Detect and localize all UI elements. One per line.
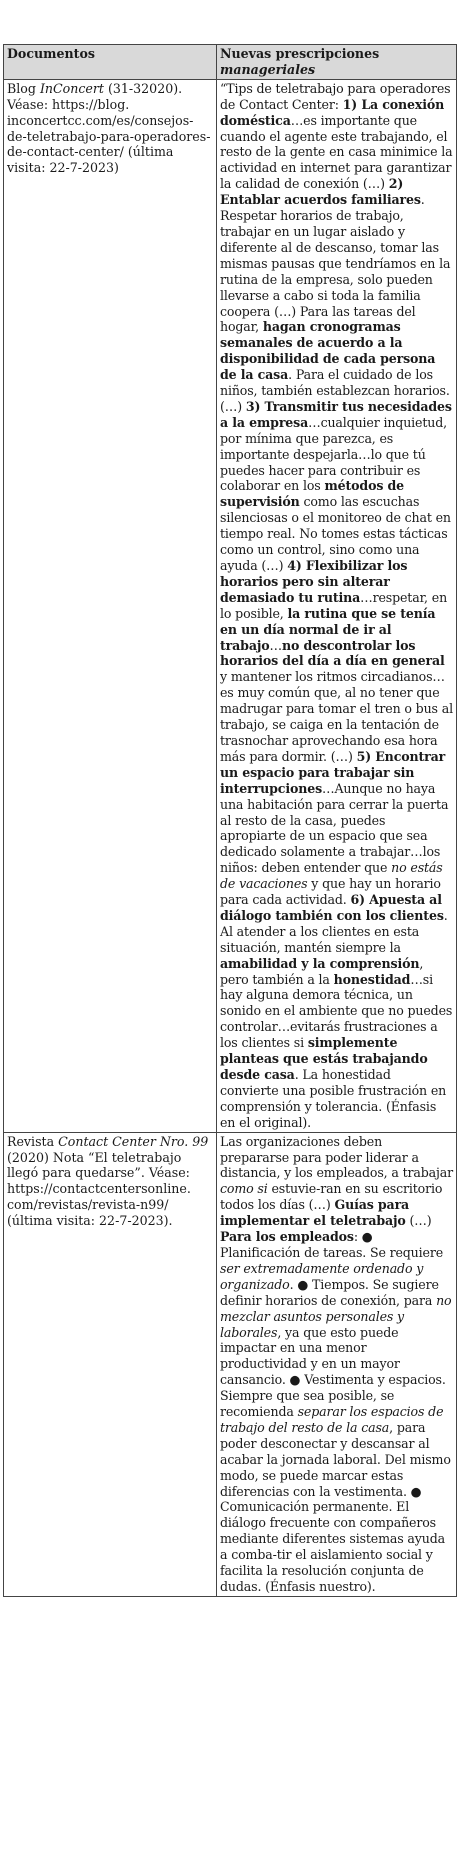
text-segment: como las escuchas silenciosas o el monitoreo de chat en tiempo real. No tomes estas tácticas como un control, sino como una ayuda (…): [220, 494, 451, 573]
emphasis-bold: métodos de supervisión: [220, 478, 405, 510]
text-segment: , ya que esto puede impactar en una menor productividad y en un mayor cansancio. ● Vestimenta y espacios. Siempre que sea posible, se recomienda: [220, 1324, 446, 1420]
emphasis-bold: 5) Encontrar un espacio para trabajar sin interrupciones: [220, 748, 446, 796]
emphasis-italic: separar los espacios de trabajo del resto de la casa: [220, 1404, 444, 1435]
source-text: Blog: [7, 80, 40, 96]
document-source-cell: [4, 1132, 217, 1596]
emphasis-bold: no descontrolar los horarios del día a día en general: [220, 637, 445, 669]
emphasis-bold: amabilidad y la comprensión: [220, 955, 420, 971]
text-segment: . Respetar horarios de trabajo, trabajar en un lugar aislado y diferente al de descanso, tomar las mismas pausas que tendríamos en la rutina de la empresa, solo pueden llevarse a cabo si toda la familia coopera (…) Para las tareas del hogar,: [220, 192, 451, 335]
emphasis-bold: 3) Transmitir tus necesidades a la empresa: [220, 398, 452, 430]
text-segment: …si hay alguna demora técnica, un sonido en el ambiente que no puedes controlar…evitarás frustraciones a los clientes si: [220, 971, 453, 1051]
text-segment: (…): [405, 1213, 432, 1229]
text-segment: “Tips de teletrabajo para operadores de Contact Center:: [220, 80, 451, 112]
text-segment: . ● Tiempos. Se sugiere definir horarios de conexión, para: [220, 1276, 439, 1308]
emphasis-bold: la rutina que se tenía en un día normal de ir al trabajo: [220, 605, 436, 653]
source-reference: (31-32020). Véase: https://blog. inconcertcc.com/es/consejos-de-teletrabajo-para-operadores-de-contact-center/ (última visita: 22-7-2023): [7, 80, 211, 176]
table-row: [4, 79, 457, 1132]
emphasis-italic: como si: [220, 1181, 268, 1197]
header-row: [4, 45, 457, 80]
text-segment: . Para el cuidado de los niños, también establezcan horarios. (…): [220, 367, 450, 414]
emphasis-bold: simplemente planteas que estás trabajando desde casa: [220, 1035, 428, 1082]
text-segment: , para poder desconectar y descansar al acabar la jornada laboral. Del mismo modo, se puede marcar estas diferencias con la vestimenta. ● Comunicación permanente. El diálogo frecuente con compañeros mediante diferentes sistemas ayuda a comba-tir el aislamiento social y facilita la resolución conjunta de dudas. (Énfasis nuestro).: [220, 1419, 451, 1594]
text-segment: …cualquier inquietud, por mínima que parezca, es importante despejarla…lo que tú puedes hacer para contribuir es colaborar en los: [220, 414, 447, 494]
header-documentos: Documentos: [4, 45, 217, 80]
document-source-cell: [4, 79, 217, 1132]
text-segment: …: [269, 637, 282, 653]
emphasis-bold: 2) Entablar acuerdos familiares: [220, 176, 421, 208]
source-title: Contact Center Nro. 99: [58, 1133, 209, 1149]
text-segment: . Al atender a los clientes en esta situación, mantén siempre la: [220, 907, 448, 955]
header-col2-line1: Nuevas prescripciones: [220, 46, 380, 61]
emphasis-italic: no mezclar asuntos personales y laborales: [220, 1292, 452, 1340]
text-segment: , pero también a la: [220, 955, 424, 987]
text-segment: . La honestidad convierte una posible frustración en comprensión y tolerancia. (Énfasis en el original).: [220, 1067, 447, 1130]
emphasis-italic: no estás de vacaciones: [220, 860, 443, 892]
source-reference: (2020) Nota “El teletrabajo llegó para quedarse”. Véase: https://contactcentersonline. com/revistas/revista-n99/ (última visita: 22-7-2023).: [7, 1149, 191, 1229]
text-segment: …es importante que cuando el agente este trabajando, el resto de la gente en casa minimice la actividad en internet para garantizar la calidad de conexión (…): [220, 112, 453, 192]
emphasis-bold: Para los empleados: [220, 1229, 354, 1245]
text-segment: Las organizaciones deben prepararse para poder liderar a distancia, y los empleados, a trabajar: [220, 1133, 453, 1181]
emphasis-bold: 6) Apuesta al diálogo también con los clientes: [220, 892, 444, 923]
emphasis-bold: 4) Flexibilizar los horarios pero sin alterar demasiado tu rutina: [220, 558, 408, 605]
emphasis-bold: hagan cronogramas semanales de acuerdo a la disponibilidad de cada persona de la casa: [220, 319, 436, 383]
prescription-text-cell: [217, 79, 457, 1132]
documents-table: [3, 44, 457, 1597]
table-row: [4, 1132, 457, 1596]
emphasis-bold: honestidad: [333, 971, 411, 987]
source-title: InConcert: [39, 80, 104, 96]
text-segment: estuvie-ran en su escritorio todos los días (…): [220, 1181, 443, 1213]
text-segment: y que hay un horario para cada actividad.: [220, 876, 441, 908]
header-nuevas-prescripciones: [217, 45, 457, 80]
header-col2-line2: manageriales: [220, 61, 316, 77]
text-segment: : ● Planificación de tareas. Se requiere: [220, 1229, 443, 1260]
text-segment: …respetar, en lo posible,: [220, 589, 448, 621]
source-text: Revista: [7, 1133, 59, 1149]
text-segment: …Aunque no haya una habitación para cerrar la puerta al resto de la casa, puedes apropiarte de un espacio que sea dedicado solamente a trabajar…los niños: deben entender que: [220, 780, 449, 876]
prescription-text-cell: [217, 1132, 457, 1596]
emphasis-italic: ser extremadamente ordenado y organizado: [220, 1260, 424, 1292]
emphasis-bold: Guías para implementar el teletrabajo: [220, 1197, 410, 1229]
emphasis-bold: 1) La conexión doméstica: [220, 96, 445, 128]
text-segment: y mantener los ritmos circadianos…es muy común que, al no tener que madrugar para tomar el tren o bus al trabajo, se caiga en la tentación de trasnochar aprovechando esa hora más para dormir. (…): [220, 669, 453, 764]
